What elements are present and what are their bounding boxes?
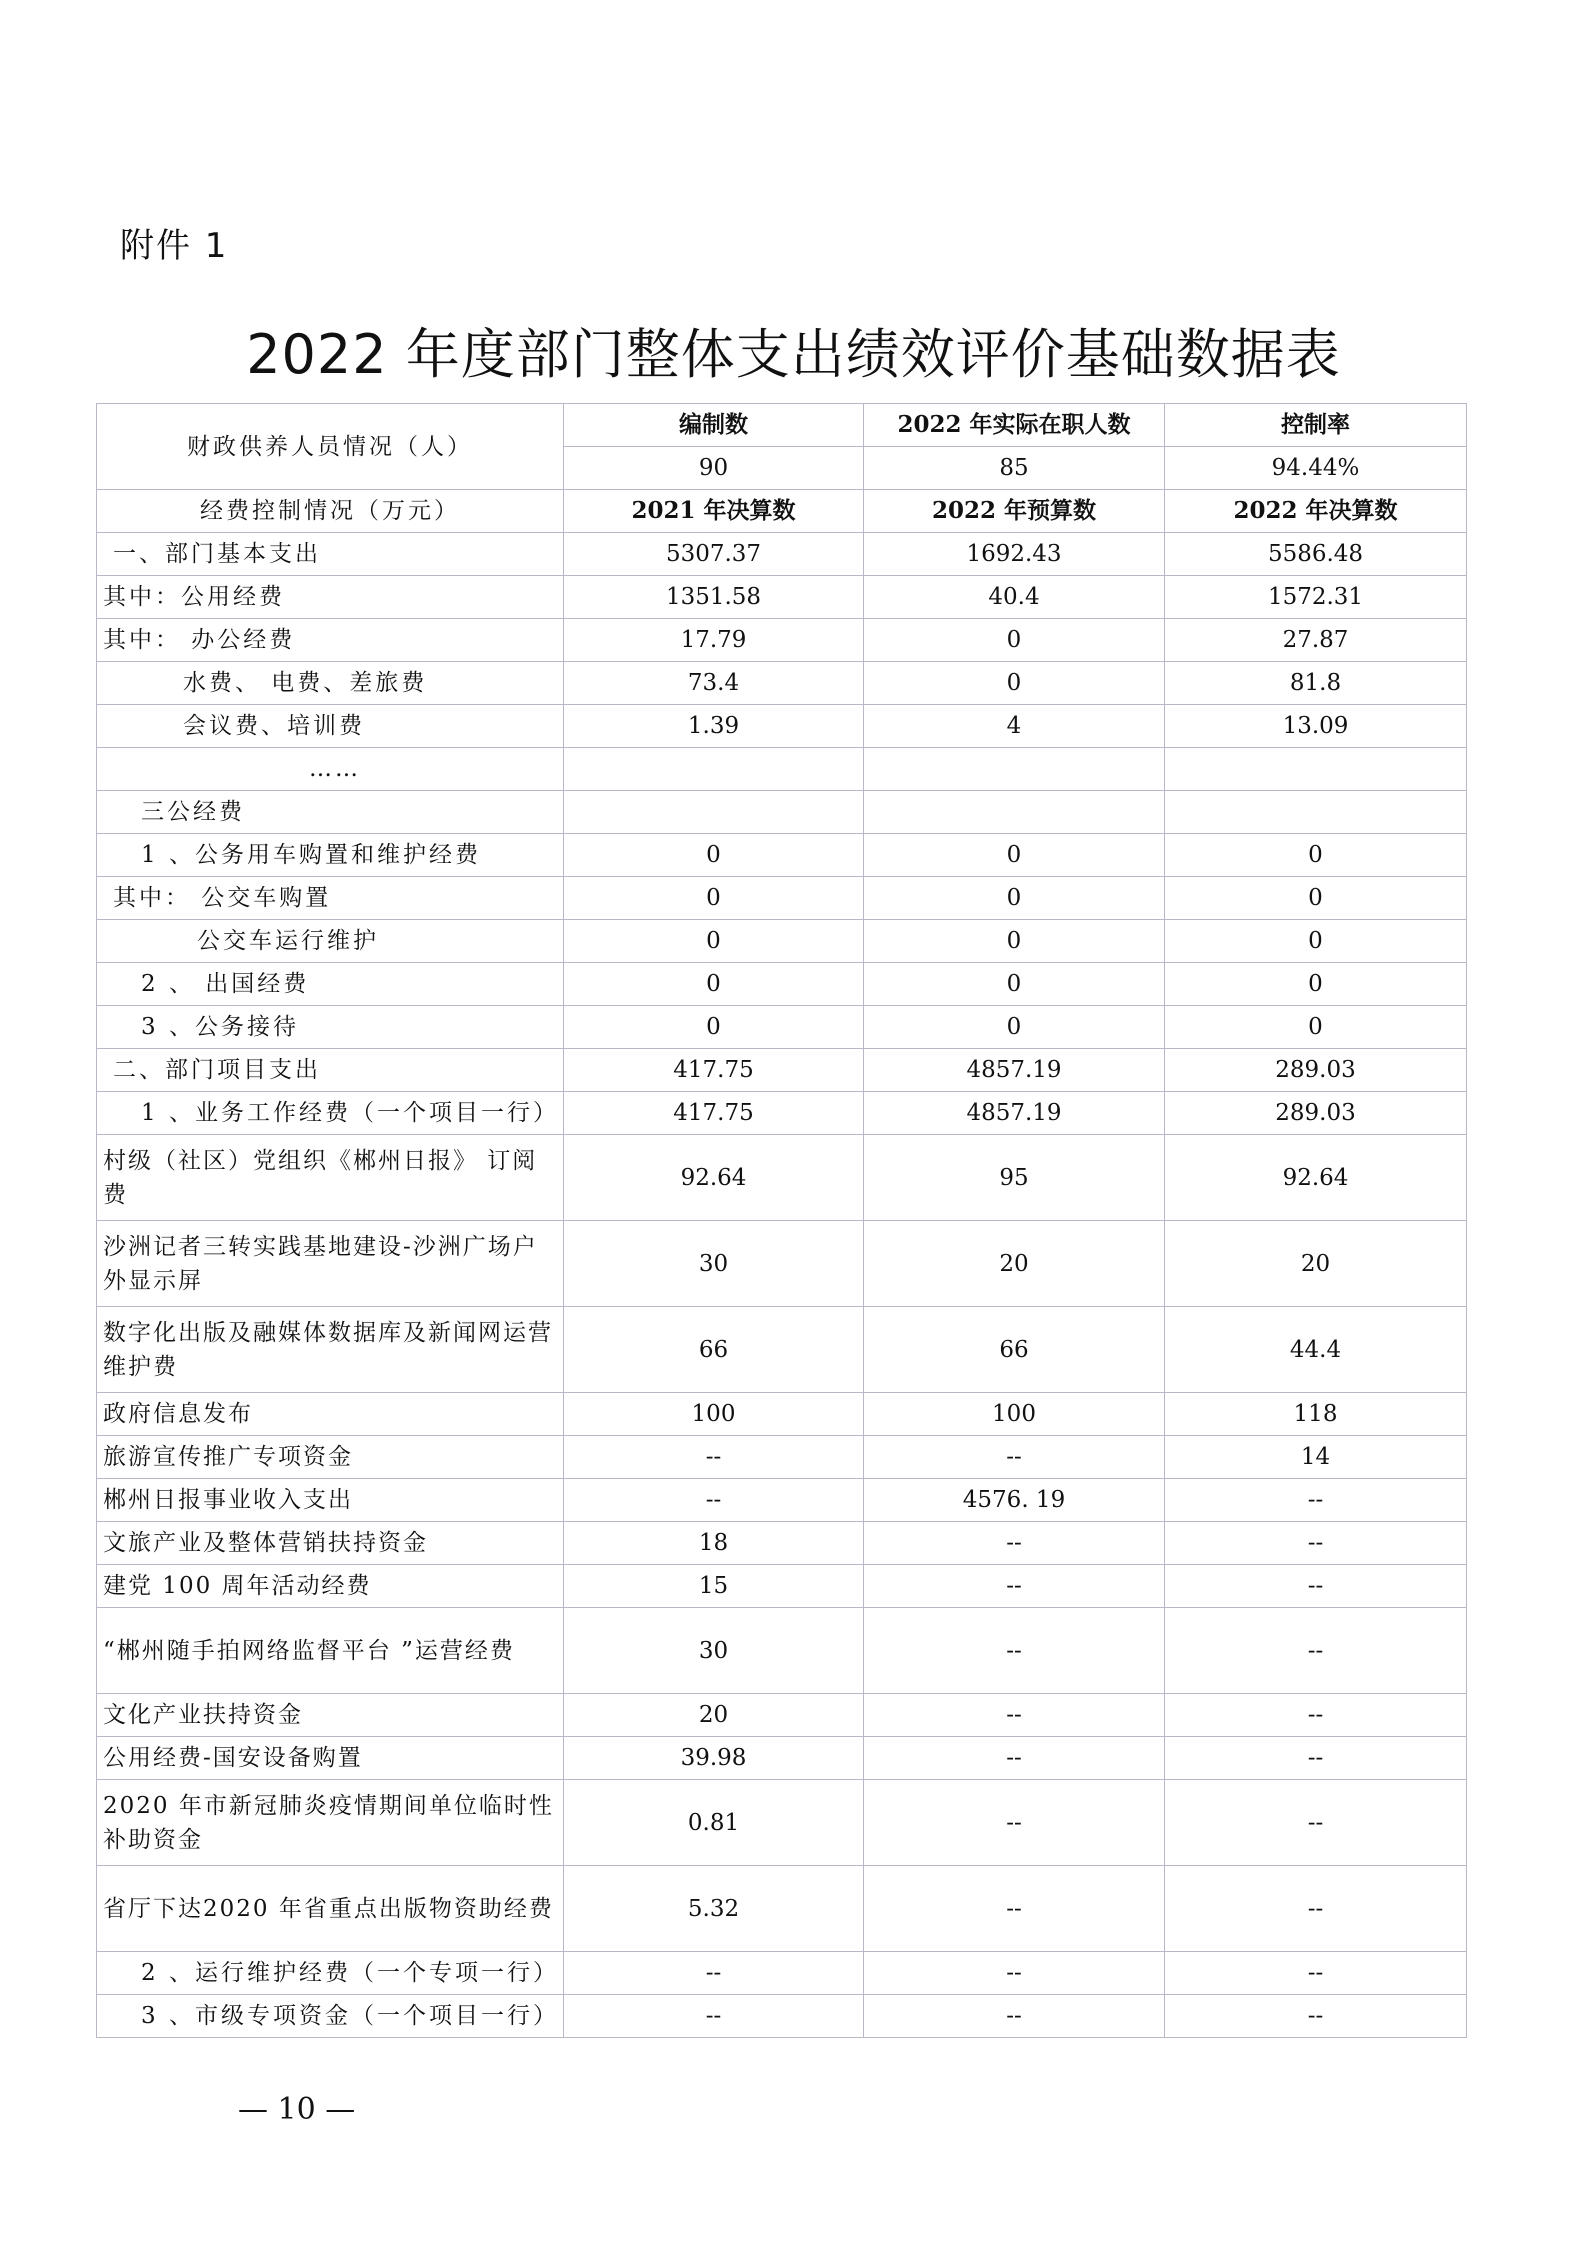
- row-value-2022-final: 27.87: [1165, 619, 1467, 662]
- row-value-2021-final: 0: [564, 834, 864, 877]
- row-value-2021-final: --: [564, 1479, 864, 1522]
- row-value-2022-budget: --: [864, 1952, 1165, 1995]
- row-value-2022-budget: 100: [864, 1393, 1165, 1436]
- value-authorized: 90: [564, 447, 864, 490]
- table-row: [97, 533, 1467, 576]
- row-value-2022-final: 118: [1165, 1393, 1467, 1436]
- row-label: 会议费、培训费: [97, 705, 564, 748]
- row-value-2022-final: 92.64: [1165, 1135, 1467, 1221]
- row-label: 建党 100 周年活动经费: [97, 1565, 564, 1608]
- row-value-2021-final: --: [564, 1436, 864, 1479]
- row-label: 2 、运行维护经费（一个专项一行）: [97, 1952, 564, 1995]
- row-value-2021-final: 1.39: [564, 705, 864, 748]
- staffing-label: 财政供养人员情况（人）: [97, 404, 564, 490]
- row-value-2022-final: --: [1165, 1737, 1467, 1780]
- row-value-2022-final: 0: [1165, 1006, 1467, 1049]
- row-value-2021-final: 17.79: [564, 619, 864, 662]
- row-value-2021-final: --: [564, 1995, 864, 2038]
- row-value-2021-final: 1351.58: [564, 576, 864, 619]
- table-row: [97, 1307, 1467, 1393]
- row-label: ……: [97, 748, 564, 791]
- attachment-label: 附件 1: [120, 226, 229, 266]
- row-label: 公交车运行维护: [97, 920, 564, 963]
- row-label: 其中： 公交车购置: [97, 877, 564, 920]
- row-value-2022-final: 44.4: [1165, 1307, 1467, 1393]
- row-value-2022-budget: --: [864, 1995, 1165, 2038]
- row-value-2022-final: 81.8: [1165, 662, 1467, 705]
- table-row: [97, 963, 1467, 1006]
- row-label: 旅游宣传推广专项资金: [97, 1436, 564, 1479]
- row-value-2022-budget: --: [864, 1608, 1165, 1694]
- row-value-2022-budget: --: [864, 1737, 1165, 1780]
- row-value-2022-final: --: [1165, 1522, 1467, 1565]
- row-value-2021-final: 5307.37: [564, 533, 864, 576]
- row-value-2022-budget: 4: [864, 705, 1165, 748]
- row-label: 省厅下达2020 年省重点出版物资助经费: [97, 1866, 564, 1952]
- row-value-2022-final: --: [1165, 1479, 1467, 1522]
- row-label: 二、部门项目支出: [97, 1049, 564, 1092]
- row-value-2022-budget: --: [864, 1522, 1165, 1565]
- row-label: 文化产业扶持资金: [97, 1694, 564, 1737]
- row-value-2022-budget: 0: [864, 1006, 1165, 1049]
- row-label: 2 、 出国经费: [97, 963, 564, 1006]
- row-value-2022-final: 0: [1165, 963, 1467, 1006]
- header-authorized: 编制数: [564, 404, 864, 447]
- row-value-2022-final: 5586.48: [1165, 533, 1467, 576]
- row-value-2022-budget: 66: [864, 1307, 1165, 1393]
- row-label: “郴州随手拍网络监督平台 ”运营经费: [97, 1608, 564, 1694]
- table-row: [97, 662, 1467, 705]
- row-label: 村级（社区）党组织《郴州日报》 订阅费: [97, 1135, 564, 1221]
- row-value-2022-budget: [864, 748, 1165, 791]
- row-value-2022-final: 0: [1165, 877, 1467, 920]
- row-value-2021-final: 30: [564, 1221, 864, 1307]
- table-row: [97, 619, 1467, 662]
- row-value-2021-final: 39.98: [564, 1737, 864, 1780]
- row-value-2022-budget: 4576. 19: [864, 1479, 1165, 1522]
- row-value-2021-final: 417.75: [564, 1092, 864, 1135]
- row-label: 其中：公用经费: [97, 576, 564, 619]
- row-value-2022-budget: 40.4: [864, 576, 1165, 619]
- header-control-rate: 控制率: [1165, 404, 1467, 447]
- row-label: 文旅产业及整体营销扶持资金: [97, 1522, 564, 1565]
- row-value-2021-final: 20: [564, 1694, 864, 1737]
- table-row: [97, 1694, 1467, 1737]
- row-value-2022-budget: 4857.19: [864, 1049, 1165, 1092]
- row-value-2022-budget: 0: [864, 877, 1165, 920]
- row-value-2021-final: 417.75: [564, 1049, 864, 1092]
- row-value-2022-budget: 0: [864, 920, 1165, 963]
- row-value-2021-final: 18: [564, 1522, 864, 1565]
- row-label: 其中： 办公经费: [97, 619, 564, 662]
- row-value-2022-budget: --: [864, 1866, 1165, 1952]
- row-value-2022-budget: 0: [864, 662, 1165, 705]
- row-value-2022-final: [1165, 791, 1467, 834]
- table-row: [97, 1608, 1467, 1694]
- row-label: 1 、公务用车购置和维护经费: [97, 834, 564, 877]
- row-value-2021-final: 100: [564, 1393, 864, 1436]
- table-row: [97, 1522, 1467, 1565]
- table-row: [97, 1221, 1467, 1307]
- data-table: [96, 403, 1467, 2038]
- value-actual-staff: 85: [864, 447, 1165, 490]
- value-control-rate: 94.44%: [1165, 447, 1467, 490]
- row-value-2022-final: 13.09: [1165, 705, 1467, 748]
- table-row: [97, 1006, 1467, 1049]
- table-row: [97, 1565, 1467, 1608]
- row-label: 三公经费: [97, 791, 564, 834]
- row-value-2022-budget: --: [864, 1694, 1165, 1737]
- row-value-2021-final: [564, 748, 864, 791]
- header-2022-budget: 2022 年预算数: [864, 490, 1165, 533]
- table-row: [97, 791, 1467, 834]
- table-row: [97, 1092, 1467, 1135]
- row-label: 3 、市级专项资金（一个项目一行）: [97, 1995, 564, 2038]
- table-row: [97, 1479, 1467, 1522]
- row-value-2022-budget: 1692.43: [864, 533, 1165, 576]
- row-label: 3 、公务接待: [97, 1006, 564, 1049]
- row-value-2022-final: --: [1165, 1995, 1467, 2038]
- row-value-2021-final: 0: [564, 877, 864, 920]
- table-row: [97, 1780, 1467, 1866]
- row-value-2022-final: 1572.31: [1165, 576, 1467, 619]
- row-value-2021-final: 30: [564, 1608, 864, 1694]
- table-row: [97, 1135, 1467, 1221]
- row-value-2022-final: 0: [1165, 920, 1467, 963]
- row-label: 郴州日报事业收入支出: [97, 1479, 564, 1522]
- table-row: [97, 1436, 1467, 1479]
- table-row: [97, 748, 1467, 791]
- row-label: 沙洲记者三转实践基地建设-沙洲广场户外显示屏: [97, 1221, 564, 1307]
- row-value-2022-final: 289.03: [1165, 1049, 1467, 1092]
- row-value-2021-final: 5.32: [564, 1866, 864, 1952]
- row-value-2021-final: 0: [564, 920, 864, 963]
- row-value-2022-budget: 4857.19: [864, 1092, 1165, 1135]
- row-label: 水费、 电费、差旅费: [97, 662, 564, 705]
- row-value-2022-final: 289.03: [1165, 1092, 1467, 1135]
- row-value-2022-final: 0: [1165, 834, 1467, 877]
- table-row: [97, 877, 1467, 920]
- table-row: [97, 920, 1467, 963]
- row-value-2022-budget: --: [864, 1780, 1165, 1866]
- row-value-2021-final: --: [564, 1952, 864, 1995]
- row-value-2021-final: 0: [564, 1006, 864, 1049]
- row-value-2022-budget: 95: [864, 1135, 1165, 1221]
- page-number: — 10 —: [238, 2092, 356, 2127]
- table-row: [97, 834, 1467, 877]
- header-2022-final: 2022 年决算数: [1165, 490, 1467, 533]
- row-value-2022-final: --: [1165, 1565, 1467, 1608]
- row-label: 2020 年市新冠肺炎疫情期间单位临时性补助资金: [97, 1780, 564, 1866]
- table-row: [97, 1995, 1467, 2038]
- table-row: [97, 705, 1467, 748]
- row-label: 数字化出版及融媒体数据库及新闻网运营维护费: [97, 1307, 564, 1393]
- table-row: [97, 1866, 1467, 1952]
- row-value-2022-final: --: [1165, 1952, 1467, 1995]
- row-value-2022-budget: 0: [864, 834, 1165, 877]
- table-row: [97, 1952, 1467, 1995]
- row-value-2022-final: [1165, 748, 1467, 791]
- row-value-2021-final: 66: [564, 1307, 864, 1393]
- row-value-2022-final: --: [1165, 1866, 1467, 1952]
- row-value-2021-final: 0.81: [564, 1780, 864, 1866]
- table-row: [97, 1393, 1467, 1436]
- row-value-2021-final: 73.4: [564, 662, 864, 705]
- table-row: [97, 1737, 1467, 1780]
- row-value-2022-final: 14: [1165, 1436, 1467, 1479]
- row-value-2022-budget: 0: [864, 963, 1165, 1006]
- page-title: 2022 年度部门整体支出绩效评价基础数据表: [246, 323, 1341, 386]
- row-value-2021-final: 0: [564, 963, 864, 1006]
- row-label: 一、部门基本支出: [97, 533, 564, 576]
- table-row: [97, 576, 1467, 619]
- table-row: [97, 1049, 1467, 1092]
- row-label: 公用经费-国安设备购置: [97, 1737, 564, 1780]
- row-label: 政府信息发布: [97, 1393, 564, 1436]
- header-2021-final: 2021 年决算数: [564, 490, 864, 533]
- row-value-2021-final: 15: [564, 1565, 864, 1608]
- row-value-2022-budget: 0: [864, 619, 1165, 662]
- row-value-2022-final: --: [1165, 1608, 1467, 1694]
- row-value-2021-final: [564, 791, 864, 834]
- cost-control-label: 经费控制情况（万元）: [97, 490, 564, 533]
- row-value-2021-final: 92.64: [564, 1135, 864, 1221]
- row-value-2022-final: --: [1165, 1694, 1467, 1737]
- row-value-2022-budget: [864, 791, 1165, 834]
- row-label: 1 、业务工作经费（一个项目一行）: [97, 1092, 564, 1135]
- row-value-2022-budget: 20: [864, 1221, 1165, 1307]
- row-value-2022-budget: --: [864, 1436, 1165, 1479]
- row-value-2022-final: --: [1165, 1780, 1467, 1866]
- header-actual-staff: 2022 年实际在职人数: [864, 404, 1165, 447]
- row-value-2022-budget: --: [864, 1565, 1165, 1608]
- row-value-2022-final: 20: [1165, 1221, 1467, 1307]
